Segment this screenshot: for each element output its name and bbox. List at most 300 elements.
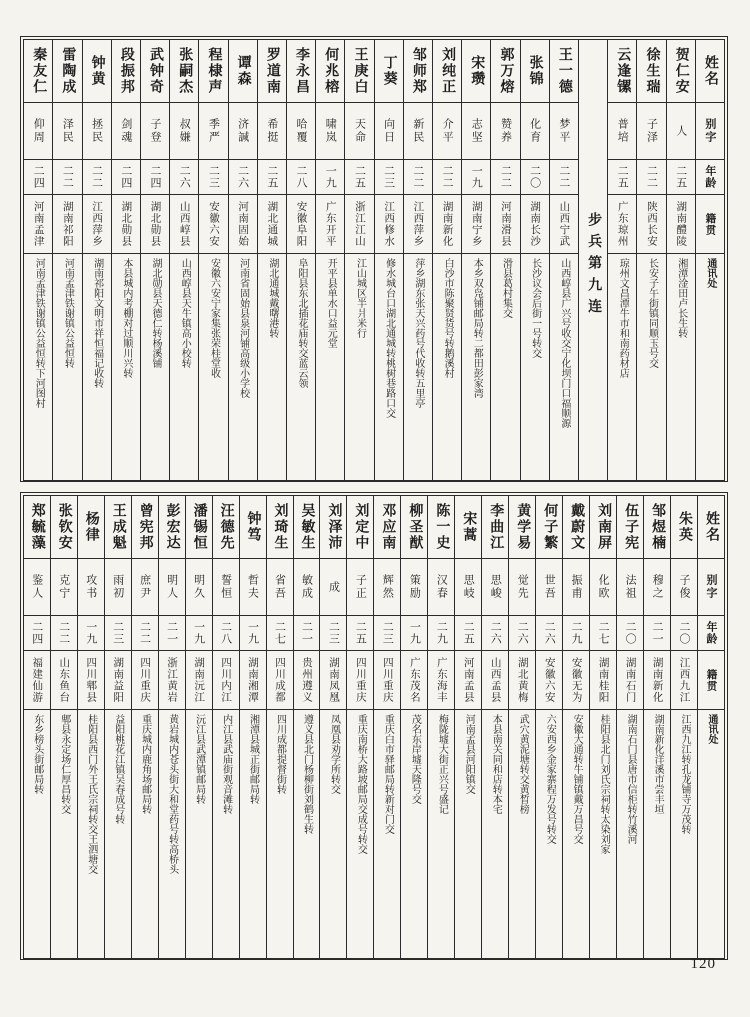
origin-cell bbox=[199, 195, 227, 254]
origin-cell bbox=[491, 195, 519, 254]
person-column bbox=[616, 496, 643, 958]
person-age: 二八 bbox=[219, 621, 232, 645]
person-origin: 四川内江 bbox=[220, 657, 232, 703]
person-origin: 广东琼州 bbox=[616, 201, 628, 247]
row-header-column bbox=[697, 496, 724, 958]
address-cell bbox=[667, 254, 695, 480]
person-age: 一九 bbox=[192, 621, 205, 645]
name-cell bbox=[608, 40, 636, 103]
courtesy-cell bbox=[536, 559, 562, 616]
origin-cell bbox=[347, 651, 373, 710]
age-cell bbox=[455, 616, 481, 651]
address-cell bbox=[199, 254, 227, 480]
person-courtesy: 明人 bbox=[165, 574, 178, 600]
row-header-address bbox=[698, 710, 724, 958]
person-name: 罗道南 bbox=[264, 47, 280, 95]
person-origin: 河南孟县 bbox=[462, 657, 474, 703]
person-address: 重庆城内鹿角场邮局转 bbox=[139, 714, 151, 814]
origin-cell bbox=[78, 651, 104, 710]
person-courtesy: 济諴 bbox=[236, 118, 249, 144]
person-origin: 安徽六安 bbox=[207, 201, 219, 247]
name-cell bbox=[482, 496, 508, 559]
address-cell bbox=[53, 254, 81, 480]
age-cell bbox=[521, 160, 549, 195]
person-origin: 江西九江 bbox=[678, 657, 690, 703]
person-courtesy: 希挺 bbox=[265, 118, 278, 144]
address-cell bbox=[159, 710, 185, 958]
person-column bbox=[104, 496, 131, 958]
name-cell bbox=[509, 496, 535, 559]
person-address: 滑县葛村集交 bbox=[500, 258, 512, 318]
person-address: 益阳桃花江镇吴春成号转 bbox=[112, 714, 124, 824]
person-courtesy: 季严 bbox=[207, 118, 220, 144]
age-cell bbox=[141, 160, 169, 195]
person-column bbox=[454, 496, 481, 958]
person-origin: 陕西长安 bbox=[645, 201, 657, 247]
person-origin: 湖南新化 bbox=[651, 657, 663, 703]
courtesy-cell bbox=[105, 559, 131, 616]
age-cell bbox=[374, 616, 400, 651]
person-column bbox=[319, 496, 346, 958]
person-name: 刘纯正 bbox=[440, 47, 456, 95]
age-cell bbox=[258, 160, 286, 195]
person-address: 山西崞县广兴号收交宁化坝门口福顺源 bbox=[558, 258, 570, 428]
person-column bbox=[427, 496, 454, 958]
person-age: 二〇 bbox=[678, 621, 691, 645]
person-address: 江山城区半爿米行 bbox=[354, 258, 366, 338]
person-name: 云逢镙 bbox=[615, 47, 631, 95]
address-cell bbox=[294, 710, 320, 958]
age-cell bbox=[53, 160, 81, 195]
person-address: 湖北勋县天德仁转杨溪铺 bbox=[150, 258, 162, 368]
courtesy-cell bbox=[132, 559, 158, 616]
person-origin: 湖北勋县 bbox=[149, 201, 161, 247]
person-courtesy: 鉴人 bbox=[30, 574, 43, 600]
address-cell bbox=[462, 254, 490, 480]
person-address: 本乡双凫铺邮局转二都田彭家湾 bbox=[471, 258, 483, 398]
age-cell bbox=[617, 616, 643, 651]
courtesy-cell bbox=[78, 559, 104, 616]
person-address: 萍乡湖东张天兴药号代收转五里亭 bbox=[412, 258, 424, 408]
address-cell bbox=[404, 254, 432, 480]
person-courtesy: 成 bbox=[327, 580, 340, 594]
address-cell bbox=[637, 254, 665, 480]
age-cell bbox=[428, 616, 454, 651]
person-age: 二一 bbox=[300, 621, 313, 645]
person-column bbox=[535, 496, 562, 958]
name-cell bbox=[287, 40, 315, 103]
person-origin: 湖北勋县 bbox=[120, 201, 132, 247]
name-cell bbox=[345, 40, 373, 103]
person-courtesy: 法祖 bbox=[624, 574, 637, 600]
origin-cell bbox=[401, 651, 427, 710]
row-header-courtesy bbox=[696, 103, 724, 160]
age-cell bbox=[550, 160, 578, 195]
person-origin: 广东开平 bbox=[324, 201, 336, 247]
person-origin: 湖南祁阳 bbox=[61, 201, 73, 247]
address-cell bbox=[374, 710, 400, 958]
person-age: 二六 bbox=[516, 621, 529, 645]
person-column bbox=[77, 496, 104, 958]
courtesy-cell bbox=[671, 559, 697, 616]
age-cell bbox=[401, 616, 427, 651]
person-origin: 贵州遵义 bbox=[300, 657, 312, 703]
person-age: 二三 bbox=[111, 621, 124, 645]
name-cell bbox=[550, 40, 578, 103]
origin-cell bbox=[186, 651, 212, 710]
person-age: 二三 bbox=[207, 165, 220, 189]
name-cell bbox=[374, 496, 400, 559]
person-origin: 湖南新化 bbox=[441, 201, 453, 247]
person-name: 贺仁安 bbox=[673, 47, 689, 95]
person-address: 本县城内考棚对过顺川兴转 bbox=[120, 258, 132, 378]
person-address: 河南孟津铁谢镇公益恒转 bbox=[62, 258, 74, 368]
courtesy-cell bbox=[590, 559, 616, 616]
person-address: 琼州文昌潭牛市和南药材店 bbox=[617, 258, 629, 378]
person-address: 桂阳县北门刘氏宗祠转太染刘家 bbox=[598, 714, 610, 854]
person-column bbox=[257, 40, 286, 480]
person-name: 伍子宪 bbox=[623, 503, 639, 551]
person-address: 河南省固始县泉河铺高级小学校 bbox=[237, 258, 249, 398]
age-cell bbox=[240, 616, 266, 651]
person-courtesy: 誓恒 bbox=[219, 574, 232, 600]
person-address: 安徽六安宁家集张荣桂堂收 bbox=[208, 258, 220, 378]
person-column bbox=[24, 40, 52, 480]
person-age: 二五 bbox=[265, 165, 278, 189]
person-origin: 浙江江山 bbox=[353, 201, 365, 247]
person-origin: 湖南宁乡 bbox=[470, 201, 482, 247]
person-origin: 河南滑县 bbox=[499, 201, 511, 247]
courtesy-cell bbox=[199, 103, 227, 160]
name-cell bbox=[132, 496, 158, 559]
person-name: 张嗣杰 bbox=[177, 47, 193, 95]
age-cell bbox=[644, 616, 670, 651]
row-header-address bbox=[696, 254, 724, 480]
age-cell bbox=[608, 160, 636, 195]
person-origin: 江西萍乡 bbox=[91, 201, 103, 247]
age-cell bbox=[170, 160, 198, 195]
address-cell bbox=[229, 254, 257, 480]
person-name: 刘南屏 bbox=[596, 503, 612, 551]
courtesy-cell bbox=[482, 559, 508, 616]
origin-cell bbox=[637, 195, 665, 254]
person-column bbox=[131, 496, 158, 958]
origin-cell bbox=[462, 195, 490, 254]
person-name: 何兆榕 bbox=[323, 47, 339, 95]
name-cell bbox=[240, 496, 266, 559]
address-cell bbox=[375, 254, 403, 480]
origin-cell bbox=[287, 195, 315, 254]
person-origin: 山西崞县 bbox=[178, 201, 190, 247]
person-address: 湖南祁阳文明市祥恒福记收转 bbox=[91, 258, 103, 388]
roster-table-top-grid bbox=[23, 39, 725, 481]
person-name: 徐生瑞 bbox=[644, 47, 660, 95]
person-courtesy: 思峻 bbox=[489, 574, 502, 600]
person-courtesy: 振甫 bbox=[570, 574, 583, 600]
name-cell bbox=[267, 496, 293, 559]
person-age: 二四 bbox=[149, 165, 162, 189]
person-courtesy: 世吾 bbox=[543, 574, 556, 600]
person-courtesy: 仰周 bbox=[32, 118, 45, 144]
address-cell bbox=[112, 254, 140, 480]
person-address: 江西九江转孔龙铺寺万茂转 bbox=[679, 714, 691, 834]
name-cell bbox=[428, 496, 454, 559]
age-cell bbox=[105, 616, 131, 651]
person-name: 陈一史 bbox=[434, 503, 450, 551]
person-courtesy: 天命 bbox=[353, 118, 366, 144]
origin-cell bbox=[375, 195, 403, 254]
person-column bbox=[490, 40, 519, 480]
person-courtesy: 敏成 bbox=[300, 574, 313, 600]
person-name: 宋瓒 bbox=[469, 55, 485, 87]
person-courtesy: 哲夫 bbox=[246, 574, 259, 600]
person-name: 秦友仁 bbox=[31, 47, 47, 95]
name-cell bbox=[199, 40, 227, 103]
age-cell bbox=[509, 616, 535, 651]
origin-cell bbox=[521, 195, 549, 254]
person-column bbox=[607, 40, 636, 480]
person-address: 东乡榜头街邮局转 bbox=[31, 714, 43, 794]
row-header-name bbox=[698, 496, 724, 559]
person-column bbox=[111, 40, 140, 480]
person-courtesy: 克宁 bbox=[57, 574, 70, 600]
courtesy-cell bbox=[345, 103, 373, 160]
person-courtesy: 介平 bbox=[441, 118, 454, 144]
address-cell bbox=[170, 254, 198, 480]
age-cell bbox=[229, 160, 257, 195]
person-age: 二三 bbox=[327, 621, 340, 645]
person-origin: 福建仙游 bbox=[31, 657, 43, 703]
person-origin: 山东鱼台 bbox=[58, 657, 70, 703]
age-cell bbox=[320, 616, 346, 651]
person-origin: 四川重庆 bbox=[139, 657, 151, 703]
age-cell bbox=[482, 616, 508, 651]
origin-cell bbox=[608, 195, 636, 254]
person-address: 重庆南桥大路坡邮局交成号转交 bbox=[355, 714, 367, 854]
age-cell bbox=[51, 616, 77, 651]
person-origin: 广东海丰 bbox=[435, 657, 447, 703]
person-courtesy: 子正 bbox=[354, 574, 367, 600]
person-name: 刘定中 bbox=[353, 503, 369, 551]
courtesy-cell bbox=[375, 103, 403, 160]
person-address: 四川成都提督街转 bbox=[274, 714, 286, 794]
row-header-label: 年龄 bbox=[703, 165, 716, 189]
person-address: 桂阳县西门外王氏宗祠转交王泗塘交 bbox=[85, 714, 97, 874]
person-column bbox=[400, 496, 427, 958]
origin-cell bbox=[433, 195, 461, 254]
person-column bbox=[643, 496, 670, 958]
courtesy-cell bbox=[433, 103, 461, 160]
age-cell bbox=[24, 616, 50, 651]
row-header-label: 别字 bbox=[703, 118, 716, 144]
origin-cell bbox=[267, 651, 293, 710]
courtesy-cell bbox=[170, 103, 198, 160]
name-cell bbox=[347, 496, 373, 559]
name-cell bbox=[462, 40, 490, 103]
person-origin: 湖南湘潭 bbox=[247, 657, 259, 703]
address-cell bbox=[550, 254, 578, 480]
person-courtesy: 化欧 bbox=[597, 574, 610, 600]
person-column bbox=[24, 496, 50, 958]
person-age: 二二 bbox=[57, 621, 70, 645]
person-age: 二五 bbox=[674, 165, 687, 189]
name-cell bbox=[78, 496, 104, 559]
person-age: 二五 bbox=[353, 165, 366, 189]
person-age: 二二 bbox=[411, 165, 424, 189]
address-cell bbox=[258, 254, 286, 480]
person-age: 二六 bbox=[543, 621, 556, 645]
person-address: 湘潭县城正街邮局转 bbox=[247, 714, 259, 804]
person-name: 汪德先 bbox=[218, 503, 234, 551]
person-courtesy: 子登 bbox=[149, 118, 162, 144]
person-name: 钟黄 bbox=[89, 55, 105, 87]
age-cell bbox=[112, 160, 140, 195]
row-header-label: 籍贯 bbox=[704, 212, 716, 236]
person-courtesy: 觉先 bbox=[516, 574, 529, 600]
person-column bbox=[403, 40, 432, 480]
row-header-label: 姓名 bbox=[702, 55, 718, 87]
person-age: 二二 bbox=[138, 621, 151, 645]
person-courtesy: 普培 bbox=[616, 118, 629, 144]
person-origin: 山西宁武 bbox=[558, 201, 570, 247]
person-origin: 四川成都 bbox=[274, 657, 286, 703]
person-origin: 湖南桂阳 bbox=[597, 657, 609, 703]
row-header-courtesy bbox=[698, 559, 724, 616]
courtesy-cell bbox=[644, 559, 670, 616]
address-cell bbox=[287, 254, 315, 480]
person-address: 河南孟津铁谢镇公益恒转下河图村 bbox=[33, 258, 45, 408]
person-column bbox=[286, 40, 315, 480]
person-column bbox=[666, 40, 695, 480]
name-cell bbox=[671, 496, 697, 559]
origin-cell bbox=[170, 195, 198, 254]
courtesy-cell bbox=[404, 103, 432, 160]
person-name: 杨律 bbox=[83, 511, 99, 543]
address-cell bbox=[141, 254, 169, 480]
person-address: 郫县永定场仁厚昌转交 bbox=[58, 714, 70, 814]
name-cell bbox=[644, 496, 670, 559]
person-column bbox=[508, 496, 535, 958]
person-address: 河南孟县河阳镇交 bbox=[463, 714, 475, 794]
person-courtesy: 剑魂 bbox=[119, 118, 132, 144]
person-courtesy: 策励 bbox=[408, 574, 421, 600]
origin-cell bbox=[213, 651, 239, 710]
person-age: 二二 bbox=[61, 165, 74, 189]
person-courtesy: 攻书 bbox=[84, 574, 97, 600]
person-name: 戴蔚文 bbox=[569, 503, 585, 551]
age-cell bbox=[347, 616, 373, 651]
person-column bbox=[315, 40, 344, 480]
person-age: 二六 bbox=[489, 621, 502, 645]
person-address: 本县南关同和店转本宅 bbox=[490, 714, 502, 814]
page-number: 120 bbox=[690, 956, 716, 972]
person-name: 钟笃 bbox=[245, 511, 261, 543]
address-cell bbox=[320, 710, 346, 958]
courtesy-cell bbox=[455, 559, 481, 616]
age-cell bbox=[213, 616, 239, 651]
person-age: 二四 bbox=[119, 165, 132, 189]
origin-cell bbox=[563, 651, 589, 710]
origin-cell bbox=[590, 651, 616, 710]
origin-cell bbox=[455, 651, 481, 710]
person-name: 潘锡恒 bbox=[191, 503, 207, 551]
address-cell bbox=[617, 710, 643, 958]
person-column bbox=[228, 40, 257, 480]
person-name: 曾宪邦 bbox=[137, 503, 153, 551]
person-column bbox=[520, 40, 549, 480]
person-address: 凤凰县劝学所转交 bbox=[328, 714, 340, 794]
person-age: 二四 bbox=[30, 621, 43, 645]
person-address: 白沙市陈聚贤货号转鹅溪村 bbox=[442, 258, 454, 378]
person-age: 二三 bbox=[382, 165, 395, 189]
person-origin: 安徽阜阳 bbox=[295, 201, 307, 247]
origin-cell bbox=[53, 195, 81, 254]
person-name: 吴敏生 bbox=[299, 503, 315, 551]
person-address: 重庆白市驿邮局转新对门交 bbox=[382, 714, 394, 834]
origin-cell bbox=[159, 651, 185, 710]
person-column bbox=[212, 496, 239, 958]
origin-cell bbox=[345, 195, 373, 254]
courtesy-cell bbox=[347, 559, 373, 616]
age-cell bbox=[536, 616, 562, 651]
origin-cell bbox=[51, 651, 77, 710]
person-age: 二一 bbox=[165, 621, 178, 645]
roster-table-bottom-grid bbox=[23, 495, 725, 959]
person-courtesy: 子泽 bbox=[645, 118, 658, 144]
courtesy-cell bbox=[509, 559, 535, 616]
age-cell bbox=[199, 160, 227, 195]
person-name: 刘琦生 bbox=[272, 503, 288, 551]
person-origin: 河南孟津 bbox=[32, 201, 44, 247]
person-address: 黄岩城内苍头街大和堂药号转高桥头 bbox=[166, 714, 178, 874]
person-age: 一九 bbox=[470, 165, 483, 189]
person-origin: 广东茂名 bbox=[408, 657, 420, 703]
courtesy-cell bbox=[462, 103, 490, 160]
person-courtesy: 化育 bbox=[528, 118, 541, 144]
courtesy-cell bbox=[53, 103, 81, 160]
age-cell bbox=[671, 616, 697, 651]
person-address: 茂名东岸墟天隆号交 bbox=[409, 714, 421, 804]
courtesy-cell bbox=[240, 559, 266, 616]
address-cell bbox=[316, 254, 344, 480]
person-column bbox=[549, 40, 578, 480]
person-courtesy: 赞养 bbox=[499, 118, 512, 144]
person-courtesy: 辉然 bbox=[381, 574, 394, 600]
person-name: 王一德 bbox=[556, 47, 572, 95]
person-column bbox=[562, 496, 589, 958]
person-age: 二〇 bbox=[528, 165, 541, 189]
age-cell bbox=[345, 160, 373, 195]
row-header-label: 通讯处 bbox=[706, 714, 718, 744]
courtesy-cell bbox=[24, 559, 50, 616]
name-cell bbox=[24, 40, 52, 103]
age-cell bbox=[132, 616, 158, 651]
courtesy-cell bbox=[491, 103, 519, 160]
person-name: 王庚白 bbox=[352, 47, 368, 95]
person-name: 段振邦 bbox=[118, 47, 134, 95]
name-cell bbox=[590, 496, 616, 559]
address-cell bbox=[345, 254, 373, 480]
name-cell bbox=[51, 496, 77, 559]
person-column bbox=[346, 496, 373, 958]
person-origin: 浙江黄岩 bbox=[166, 657, 178, 703]
row-header-column bbox=[695, 40, 724, 480]
person-address: 开平县单水口益元堂 bbox=[325, 258, 337, 348]
name-cell bbox=[491, 40, 519, 103]
name-cell bbox=[401, 496, 427, 559]
person-address: 长安子午街镇同顺玉号交 bbox=[646, 258, 658, 368]
person-courtesy: 雨初 bbox=[111, 574, 124, 600]
